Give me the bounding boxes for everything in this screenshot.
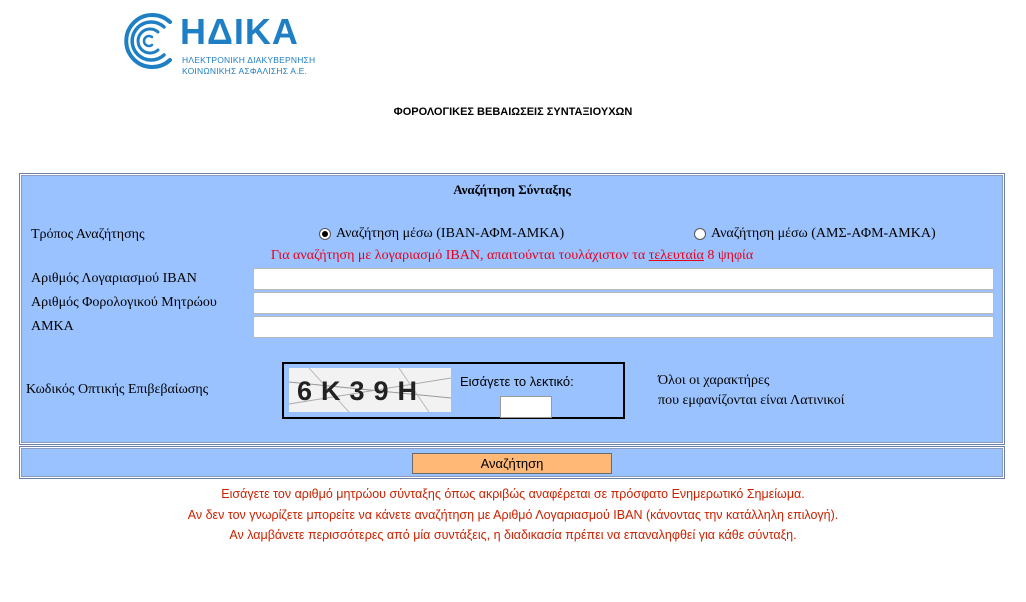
- logo-name: ΗΔΙΚΑ: [180, 11, 299, 52]
- form-title: Αναζήτηση Σύνταξης: [453, 182, 571, 197]
- instruction-line-1: Εισάγετε τον αριθμό μητρώου σύνταξης όπως ακριβώς αναφέρεται σε πρόσφατο Ενημερωτικό Σημείωμα.: [221, 487, 805, 501]
- iban-label: Αριθμός Λογαριασμού IBAN: [31, 271, 197, 286]
- button-bar: [19, 446, 1005, 479]
- page-title: ΦΟΡΟΛΟΓΙΚΕΣ ΒΕΒΑΙΩΣΕΙΣ ΣΥΝΤΑΞΙΟΥΧΩΝ: [393, 106, 633, 118]
- iban-input[interactable]: [253, 268, 994, 290]
- iban-hint-underlined: τελευταία: [648, 248, 704, 263]
- captcha-image: [289, 368, 451, 412]
- afm-label: Αριθμός Φορολογικού Μητρώου: [31, 295, 217, 310]
- search-button[interactable]: Αναζήτηση: [412, 453, 612, 474]
- logo-subtitle-2: ΚΟΙΝΩΝΙΚΗΣ ΑΣΦΑΛΙΣΗΣ Α.Ε.: [182, 66, 308, 76]
- radio-checked-icon[interactable]: [319, 228, 331, 240]
- captcha-prompt: Εισάγετε το λεκτικό:: [460, 374, 574, 389]
- captcha-text: 6K39H: [297, 376, 427, 406]
- iban-hint-text: Για αναζήτηση με λογαριασμό IBAN, απαιτούνται τουλάχιστον τα: [270, 248, 649, 263]
- afm-input[interactable]: [253, 292, 994, 314]
- amka-label: ΑΜΚΑ: [31, 319, 74, 334]
- amka-input[interactable]: [253, 316, 994, 338]
- instruction-line-2: Αν δεν τον γνωρίζετε μπορείτε να κάνετε αναζήτηση με Αριθμό Λογαριασμού IBAN (κάνοντας την κατάλληλη επιλογή).: [187, 508, 839, 522]
- radio-search-iban-label[interactable]: Αναζήτηση μέσω (ΙΒΑΝ-ΑΦΜ-ΑΜΚΑ): [336, 226, 565, 241]
- captcha-input[interactable]: [500, 396, 552, 418]
- captcha-panel: [282, 362, 625, 419]
- captcha-note-line2: που εμφανίζονται είναι Λατινικοί: [658, 393, 845, 408]
- logo-swirl-icon: [118, 10, 178, 72]
- iban-hint-suffix: 8 ψηφία: [703, 248, 754, 263]
- search-mode-label: Τρόπος Αναζήτησης: [31, 227, 145, 242]
- captcha-note-line1: Όλοι οι χαρακτήρες: [658, 373, 770, 388]
- logo-subtitle-1: ΗΛΕΚΤΡΟΝΙΚΗ ΔΙΑΚΥΒΕΡΝΗΣΗ: [182, 55, 316, 65]
- radio-search-ams-label[interactable]: Αναζήτηση μέσω (ΑΜΣ-ΑΦΜ-ΑΜΚΑ): [711, 226, 936, 241]
- instruction-line-3: Αν λαμβάνετε περισσότερες από μία συντάξεις, η διαδικασία πρέπει να επαναληφθεί για κάθε σύνταξη.: [229, 528, 797, 542]
- radio-search-iban[interactable]: [319, 226, 564, 242]
- search-form: [19, 173, 1005, 445]
- captcha-label: Κωδικός Οπτικής Επιβεβαίωσης: [26, 382, 209, 397]
- iban-hint: [20, 248, 1004, 264]
- radio-unchecked-icon[interactable]: [694, 228, 706, 240]
- idika-logo: [118, 10, 318, 80]
- radio-search-ams[interactable]: [694, 226, 936, 242]
